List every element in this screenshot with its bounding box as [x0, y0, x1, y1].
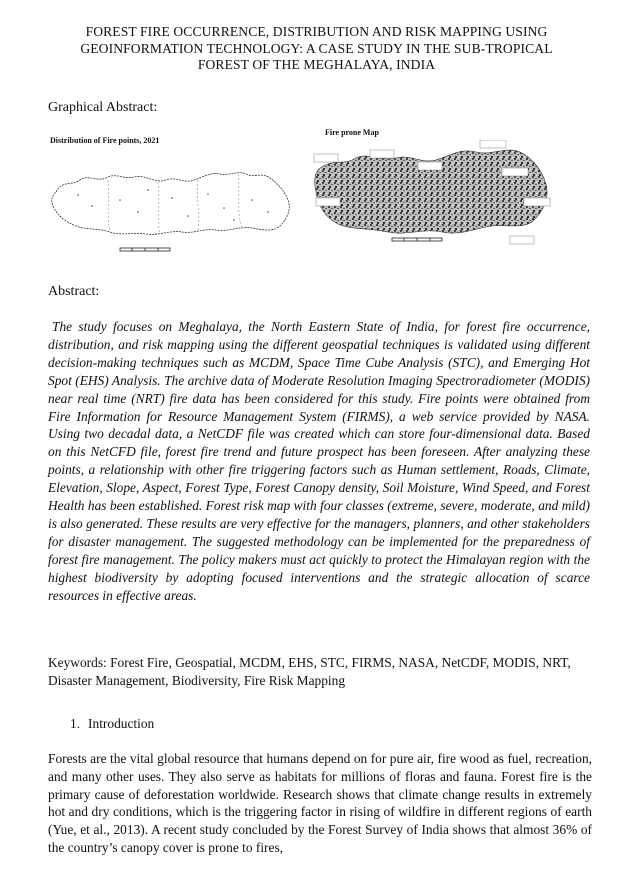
figure-title: Fire prone Map	[325, 128, 379, 137]
figure-title: Distribution of Fire points, 2021	[50, 136, 160, 145]
map-fire-points-icon	[48, 150, 298, 265]
graphical-abstract-heading: Graphical Abstract:	[48, 100, 158, 115]
map-fire-prone-icon	[310, 140, 560, 260]
section-number: 1.	[70, 716, 81, 731]
keywords: Keywords: Forest Fire, Geospatial, MCDM, EHS, STC, FIRMS, NASA, NetCDF, MODIS, NRT, Disaster Management, Biodiversity, Fire Risk Mapping	[48, 655, 571, 688]
fire-points-figure	[48, 136, 298, 256]
title-line: GEOINFORMATION TECHNOLOGY: A CASE STUDY IN THE SUB-TROPICAL	[80, 40, 553, 56]
section-title: Introduction	[88, 716, 155, 731]
title-line: FOREST FIRE OCCURRENCE, DISTRIBUTION AND RISK MAPPING USING	[85, 24, 548, 39]
fire-prone-figure	[310, 128, 560, 258]
paper-title	[40, 24, 593, 74]
abstract-heading: Abstract:	[48, 284, 100, 299]
section-heading	[70, 716, 162, 732]
introduction-text: Forests are the vital global resource that humans depend on for pure air, fire wood as fuel, recreation, and many other uses. They also serve as habitats for millions of floras and fauna. Forest fire is the primary cause of deforestation worldwide. Research shows that climate change results in extremely hot and dry conditions, which is the triggering factor in rising of wildfire in different regions of earth (Yue, et al., 2013). A recent study concluded by the Forest Survey of India shows that almost 36% of the country’s canopy cover is prone to fires,	[48, 751, 592, 855]
abstract-text: The study focuses on Meghalaya, the North Eastern State of India, for forest fire occurrence, distribution, and risk mapping using the different geospatial techniques is validated using different decision-making techniques such as MCDM, Space Time Cube Analysis (STC), and Emerging Hot Spot (EHS) Analysis. The archive data of Moderate Resolution Imaging Spectroradiometer (MODIS) near real time (NRT) fire data has been considered for this study. Fire points were obtained from Fire Information for Resource Management System (FIRMS), a web service provided by NASA. Using two decadal data, a NetCDF file was created which can store four-dimensional data. Based on this NetCFD file, forest fire trend and future prospect has been foreseen. After analyzing these points, a relationship with other fire triggering factors such as Human settlement, Roads, Climate, Elevation, Slope, Aspect, Forest Type, Forest Canopy density, Soil Moisture, Wind Speed, and Forest Health has been established. Forest risk map with four classes (extreme, severe, moderate, and mild) is also generated. These results are very effective for the managers, planners, and other stakeholders for disaster management. The suggested methodology can be implemented for the preparedness of forest fire management. The policy makers must act quickly to protect the Himalayan region with the highest biodiversity by adopting focused interventions and the strategic allocation of scarce resources in effective areas.	[48, 319, 590, 603]
title-line: FOREST OF THE MEGHALAYA, INDIA	[197, 57, 436, 72]
